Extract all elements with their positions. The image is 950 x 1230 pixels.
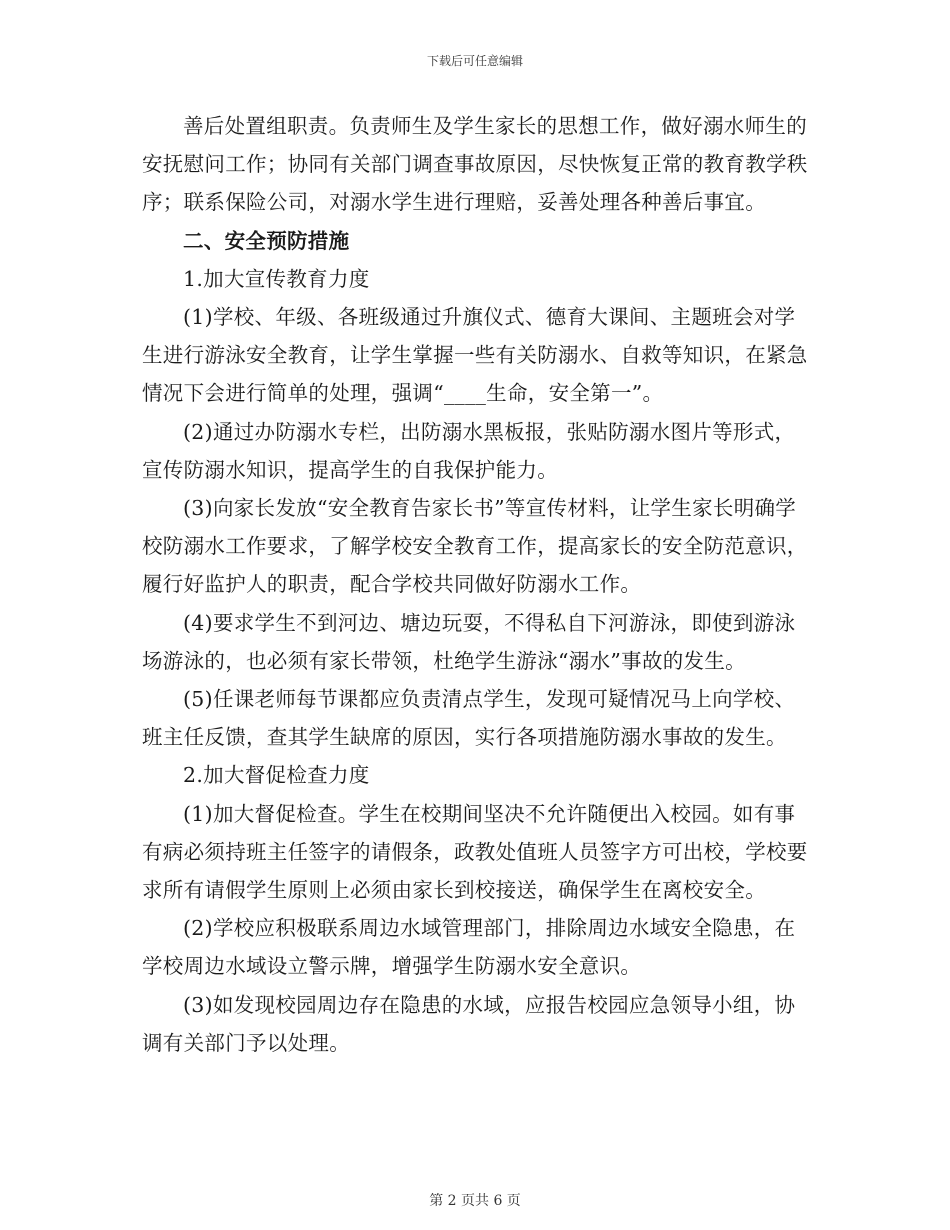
paragraph-item-2-1: (1)加大督促检查。学生在校期间坚决不允许随便出入校园。如有事有病必须持班主任签字的请假条，政教处值班人员签字方可出校，学校要求所有请假学生原则上必须由家长到校接送，确保学生在离校安全。 (142, 801, 808, 903)
section-heading-safety-measures: 二、安全预防措施 (183, 228, 350, 253)
paragraph-item-1-1: (1)学校、年级、各班级通过升旗仪式、德育大课间、主题班会对学生进行游泳安全教育，让学生掌握一些有关防溺水、自救等知识，在紧急情况下会进行简单的处理，强调“____生命，安全第一”。 (142, 305, 808, 406)
paragraph-item-2-2: (2)学校应积极联系周边水域管理部门，排除周边水域安全隐患，在学校周边水域设立警示牌，增强学生防溺水安全意识。 (142, 916, 796, 979)
paragraph-item-1-3: (3)向家长发放“安全教育告家长书”等宣传材料，让学生家长明确学校防溺水工作要求，了解学校安全教育工作，提高家长的安全防范意识，履行好监护人的职责，配合学校共同做好防溺水工作。 (142, 496, 808, 597)
paragraph-item-1-2: (2)通过办防溺水专栏，出防溺水黑板报，张贴防溺水图片等形式，宣传防溺水知识，提高学生的自我保护能力。 (142, 419, 796, 482)
paragraph-aftercare-duties: 善后处置组职责。负责师生及学生家长的思想工作，做好溺水师生的安抚慰问工作；协同有关部门调查事故原因，尽快恢复正常的教育教学秩序；联系保险公司，对溺水学生进行理赔，妥善处理各种善后事宜。 (142, 114, 808, 215)
document-body (142, 107, 808, 1062)
paragraph-item-2-3: (3)如发现校园周边存在隐患的水域，应报告校园应急领导小组，协调有关部门予以处理。 (142, 992, 796, 1055)
subheading-supervision-inspection: 2.加大督促检查力度 (183, 763, 370, 788)
page-header: 下载后可任意编辑 (426, 54, 523, 68)
paragraph-item-1-4: (4)要求学生不到河边、塘边玩耍，不得私自下河游泳，即使到游泳场游泳的，也必须有家长带领，杜绝学生游泳“溺水”事故的发生。 (142, 610, 796, 673)
paragraph-item-1-5: (5)任课老师每节课都应负责清点学生，发现可疑情况马上向学校、班主任反馈，查其学生缺席的原因，实行各项措施防溺水事故的发生。 (142, 687, 796, 750)
page-footer: 第 2 页共 6 页 (429, 1193, 521, 1209)
subheading-publicity-education: 1.加大宣传教育力度 (183, 266, 370, 291)
